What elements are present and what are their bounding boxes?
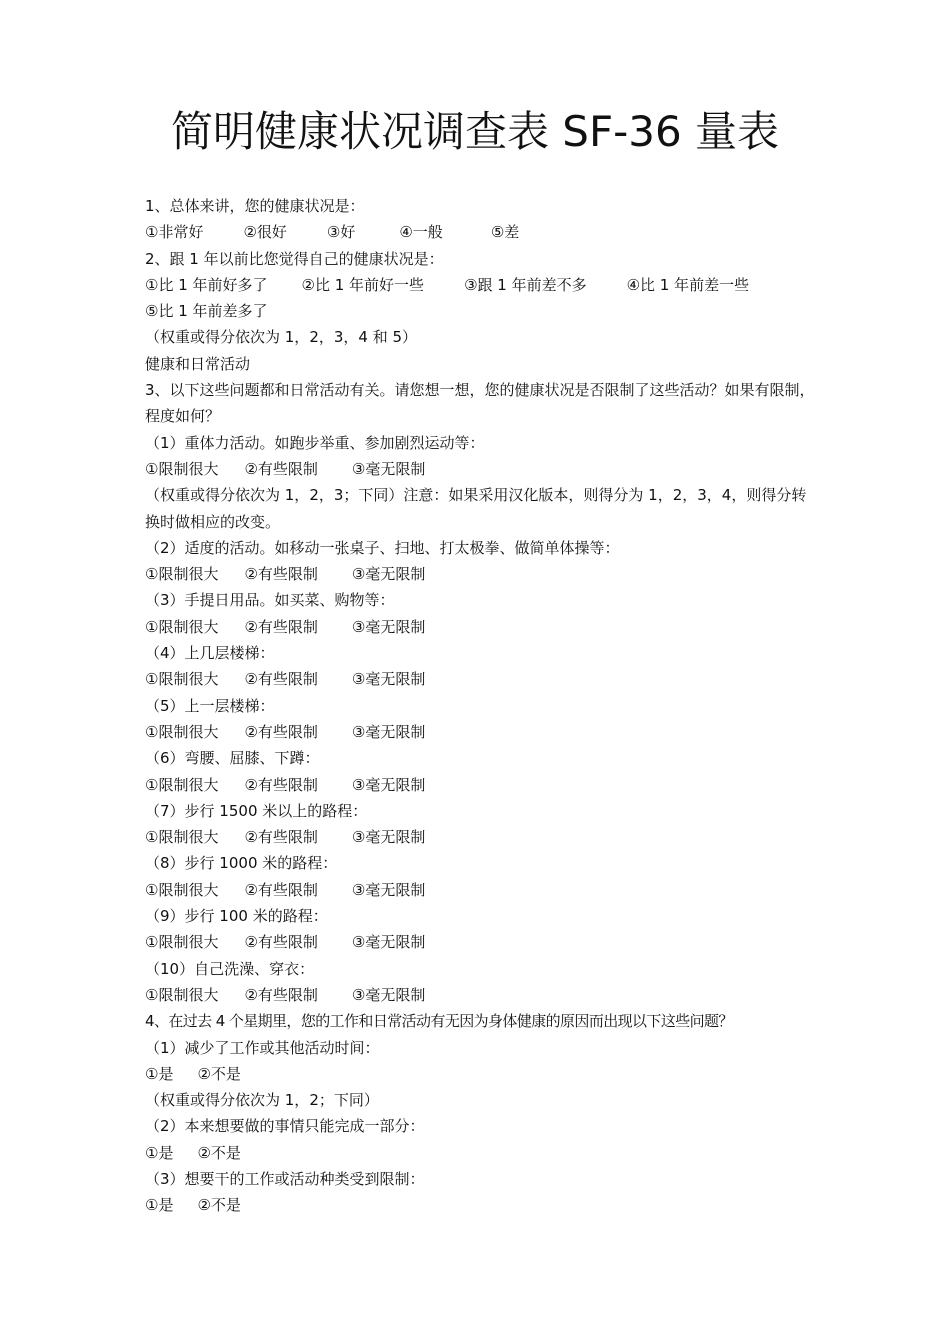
option-text: ③毫无限制 [351, 985, 426, 1004]
option-text: ③好 [326, 223, 356, 242]
sub-question: （9）步行 100 米的路程： [145, 907, 328, 926]
sub-question: （2）本来想要做的事情只能完成一部分： [145, 1117, 425, 1136]
option-text: ③毫无限制 [351, 459, 426, 478]
option-text: ③毫无限制 [351, 933, 426, 952]
option-text: ②有些限制 [244, 565, 318, 584]
option-text: ②有些限制 [244, 880, 318, 899]
option-text: ①限制很大 [145, 617, 219, 636]
option-text: ①限制很大 [145, 722, 219, 741]
questionnaire-body [145, 193, 815, 1219]
option-text: ①限制很大 [145, 933, 219, 952]
option-text: ②有些限制 [244, 670, 318, 689]
option-text: ③毫无限制 [351, 880, 426, 899]
option-text: ②有些限制 [244, 459, 318, 478]
scoring-note: （权重或得分依次为 1，2，3，4 和 5） [145, 328, 418, 347]
option-text: ②不是 [197, 1196, 241, 1215]
sub-question: （1）减少了工作或其他活动时间： [145, 1038, 380, 1057]
question-4: 4、在过去 4 个星期里，您的工作和日常活动有无因为身体健康的原因而出现以下这些问题？ [145, 1012, 733, 1031]
option-text: ①限制很大 [145, 828, 219, 847]
sub-question-options [145, 929, 815, 955]
option-text: ③毫无限制 [351, 565, 426, 584]
sub-question-options [145, 1061, 815, 1087]
sub-question-options [145, 824, 815, 850]
scoring-note: （权重或得分依次为 1，2，3；下同）注意：如果采用汉化版本，则得分为 1，2，3，4，则得分转换时做相应的改变。 [145, 486, 807, 531]
question-1: 1、总体来讲，您的健康状况是： [145, 197, 365, 215]
sub-question: （7）步行 1500 米以上的路程： [145, 801, 368, 820]
question-1-options [145, 219, 815, 245]
option-text: ①限制很大 [145, 880, 219, 899]
sub-question: （2）适度的活动。如移动一张桌子、扫地、打太极拳、做简单体操等： [145, 538, 620, 557]
sub-question-options [145, 614, 815, 640]
option-text: ④一般 [399, 223, 443, 242]
sub-question-options [145, 561, 815, 587]
sub-question-options [145, 877, 815, 903]
sub-question: （5）上一层楼梯： [145, 696, 275, 715]
option-text: ①比 1 年前好多了 [145, 275, 268, 294]
sub-question-options [145, 1192, 815, 1218]
scoring-note: （权重或得分依次为 1，2；下同） [145, 1091, 379, 1110]
option-text: ①是 [145, 1064, 174, 1083]
option-text: ②不是 [197, 1143, 241, 1162]
option-text: ③毫无限制 [351, 828, 426, 847]
sub-question: （3）手提日用品。如买菜、购物等： [145, 591, 395, 610]
sub-question-options [145, 1140, 815, 1166]
option-text: ②比 1 年前好一些 [301, 275, 425, 294]
sub-question: （3）想要干的工作或活动种类受到限制： [145, 1169, 425, 1188]
question-2-options [145, 272, 815, 298]
option-text: ③毫无限制 [351, 670, 426, 689]
option-text: ③毫无限制 [351, 722, 426, 741]
option-text: ①非常好 [145, 223, 204, 242]
page-title: 简明健康状况调查表 SF-36 量表 [170, 107, 780, 156]
option-text: ①限制很大 [145, 670, 219, 689]
sub-question: （1）重体力活动。如跑步举重、参加剧烈运动等： [145, 433, 485, 452]
option-text: ①是 [145, 1196, 174, 1215]
option-text: ②有些限制 [244, 617, 318, 636]
sub-question: （8）步行 1000 米的路程： [145, 854, 338, 873]
option-text: ②有些限制 [244, 775, 318, 794]
sub-question: （4）上几层楼梯： [145, 644, 275, 663]
option-text: ②有些限制 [244, 985, 318, 1004]
option-text: ①限制很大 [145, 775, 219, 794]
sub-question-options [145, 456, 815, 482]
option-text: ③毫无限制 [351, 775, 426, 794]
section-heading: 健康和日常活动 [145, 354, 251, 373]
option-text: ③跟 1 年前差不多 [464, 275, 587, 294]
sub-question: （10）自己洗澡、穿衣： [145, 959, 315, 978]
sub-question: （6）弯腰、屈膝、下蹲： [145, 749, 320, 768]
option-text: ⑤差 [490, 223, 520, 242]
option-text: ④比 1 年前差一些 [626, 275, 750, 294]
question-3: 3、以下这些问题都和日常活动有关。请您想一想，您的健康状况是否限制了这些活动？如果有限制，程度如何？ [145, 381, 815, 426]
option-text: ②不是 [197, 1064, 241, 1083]
option-text: ②有些限制 [244, 722, 318, 741]
question-2: 2、跟 1 年以前比您觉得自己的健康状况是： [145, 249, 444, 268]
sub-question-options [145, 719, 815, 745]
option-text: ②有些限制 [244, 828, 318, 847]
option-text: ②有些限制 [244, 933, 318, 952]
option-text: ①限制很大 [145, 459, 219, 478]
option-text: ②很好 [243, 223, 287, 242]
sub-question-options [145, 982, 815, 1008]
option-text: ③毫无限制 [351, 617, 426, 636]
sub-question-options [145, 772, 815, 798]
question-2-option-5: ⑤比 1 年前差多了 [145, 302, 268, 321]
option-text: ①是 [145, 1143, 174, 1162]
option-text: ①限制很大 [145, 985, 219, 1004]
option-text: ①限制很大 [145, 565, 219, 584]
sub-question-options [145, 666, 815, 692]
